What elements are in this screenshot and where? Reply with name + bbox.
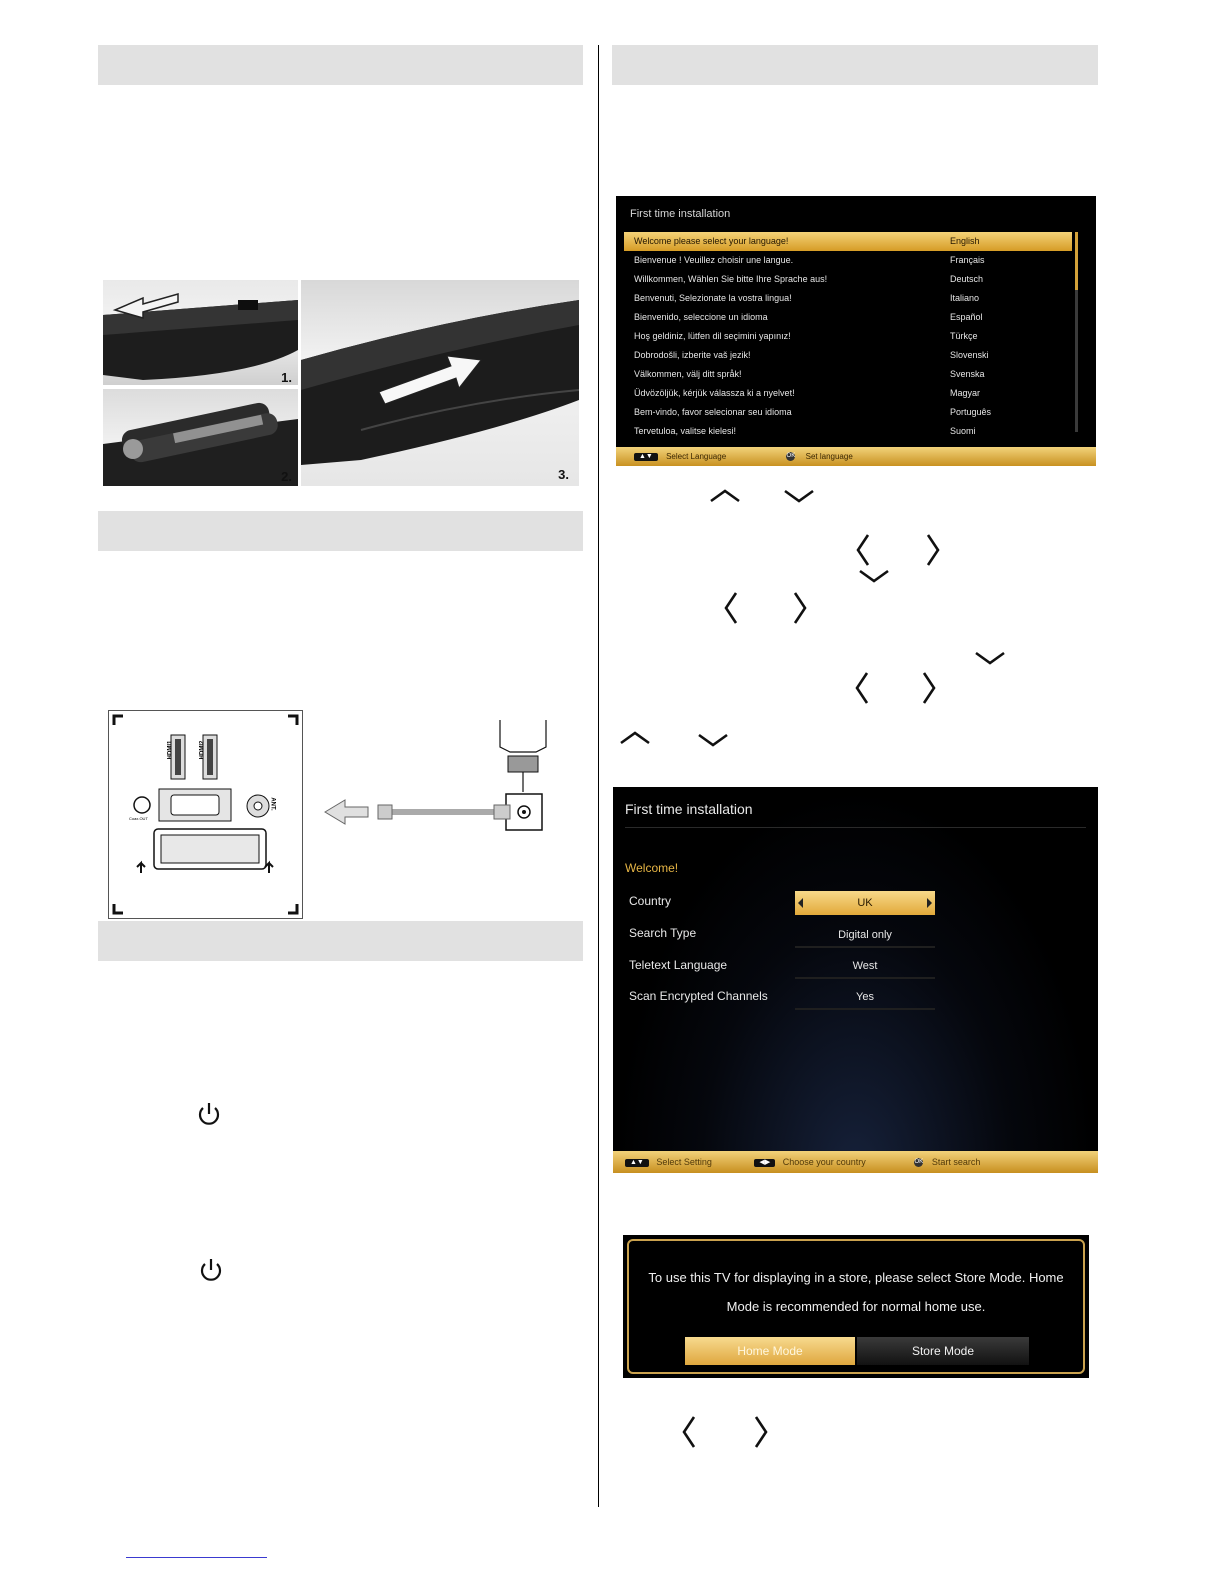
store-mode-button[interactable]: Store Mode: [857, 1337, 1029, 1365]
scan-encrypted-label: Scan Encrypted Channels: [629, 989, 768, 1003]
column-divider: [598, 45, 599, 1507]
section-header-aerial: [98, 511, 583, 551]
scrollbar-thumb[interactable]: [1075, 232, 1078, 290]
welcome-text: Welcome!: [625, 861, 679, 875]
right-arrow-icon: [752, 1414, 770, 1450]
language-footer-bar: [616, 447, 1096, 466]
down-arrow-icon: [857, 568, 891, 584]
step-number-3: 3.: [558, 467, 569, 482]
language-row[interactable]: Dobrodošli, izberite vaš jezik! Slovenski: [634, 350, 989, 360]
store-mode-dialog: [623, 1235, 1089, 1378]
footer-start-search: Start search: [931, 1157, 981, 1167]
remote-cover-open-illustration: [103, 280, 298, 385]
remote-photo-step-2: [103, 389, 298, 486]
country-label: Country: [629, 894, 672, 908]
store-mode-message: To use this TV for displaying in a store, please select Store Mode. Home Mode is recommended for normal home use.: [648, 1270, 1064, 1314]
section-header-batteries: [98, 45, 583, 85]
remote-cover-close-illustration: [301, 280, 579, 486]
search-type-label: Search Type: [629, 926, 697, 940]
up-arrow-icon: [708, 488, 742, 504]
down-arrow-icon: [973, 650, 1007, 666]
language-row[interactable]: Tervetuloa, valitse kielesi! Suomi: [634, 426, 976, 436]
language-row[interactable]: Benvenuti, Selezionate la vostra lingua! Italiano: [634, 293, 980, 303]
left-arrow-icon: [853, 670, 871, 706]
language-row[interactable]: Welcome please select your language! English: [624, 232, 1072, 251]
section-header-first-installation: [612, 45, 1098, 85]
up-down-key-icon: ▲▼: [625, 1159, 649, 1167]
country-selector[interactable]: [795, 891, 935, 915]
language-list: [624, 232, 1072, 441]
language-row[interactable]: Willkommen, Wählen Sie bitte Ihre Sprache aus! Deutsch: [634, 274, 984, 284]
hdmi1-label: HDMI1: [167, 740, 174, 760]
language-selection-screen: [616, 196, 1096, 466]
scan-encrypted-value[interactable]: Yes: [795, 986, 935, 1010]
language-screen-title: First time installation: [630, 208, 731, 220]
settings-footer-bar: [613, 1151, 1098, 1173]
language-row[interactable]: Bem-vindo, favor selecionar seu idioma Português: [634, 407, 992, 417]
country-value: UK: [857, 897, 873, 909]
standby-power-icon-2: [198, 1256, 224, 1284]
search-type-value[interactable]: Digital only: [795, 924, 935, 948]
ok-key-icon: OK: [914, 1159, 924, 1166]
arrow-left-icon[interactable]: [798, 898, 803, 908]
rear-panel-diagram: [108, 710, 303, 919]
remote-photo-step-3: [301, 280, 579, 486]
down-arrow-icon: [696, 732, 730, 748]
remote-photo-step-1: [103, 280, 298, 385]
left-arrow-icon: [854, 532, 872, 568]
up-down-key-icon: ▲▼: [634, 453, 658, 461]
arrow-right-icon[interactable]: [927, 898, 932, 908]
coax-out-label: Coax.OUT: [129, 816, 148, 821]
down-arrow-icon: [782, 488, 816, 504]
battery-insertion-illustration: [103, 389, 298, 486]
footer-link-underline[interactable]: [126, 1557, 267, 1558]
standby-power-icon: [196, 1100, 222, 1128]
aerial-connection-illustration: [320, 712, 560, 832]
language-scrollbar[interactable]: [1075, 232, 1078, 432]
ant-label: ANT.: [269, 797, 276, 811]
language-row[interactable]: Välkommen, välj ditt språk! Svenska: [634, 369, 985, 379]
language-row[interactable]: Üdvözöljük, kérjük válassza ki a nyelvet! Magyar: [634, 388, 981, 398]
rear-panel-drawing: [109, 711, 302, 918]
right-arrow-icon: [920, 670, 938, 706]
teletext-language-label: Teletext Language: [629, 958, 728, 972]
step-number-2: 2.: [281, 469, 292, 484]
footer-choose-country: Choose your country: [782, 1157, 866, 1167]
right-arrow-icon: [791, 590, 809, 626]
step-number-1: 1.: [281, 370, 292, 385]
section-header-power: [98, 921, 583, 961]
up-arrow-icon: [618, 730, 652, 746]
left-arrow-icon: [722, 590, 740, 626]
right-arrow-icon: [924, 532, 942, 568]
language-row[interactable]: Hoş geldiniz, lütfen dil seçimini yapınız! Türkçe: [634, 331, 978, 341]
footer-select-setting: Select Setting: [656, 1157, 712, 1167]
footer-select-language: Select Language: [666, 452, 727, 461]
home-mode-button[interactable]: Home Mode: [685, 1337, 855, 1365]
installation-settings-screen: [613, 787, 1098, 1173]
language-row[interactable]: Bienvenido, seleccione un idioma Español: [634, 312, 983, 322]
ok-key-icon: OK: [786, 453, 796, 460]
language-row[interactable]: Bienvenue ! Veuillez choisir une langue. Français: [634, 255, 985, 265]
left-right-key-icon: ◀▶: [754, 1159, 775, 1167]
teletext-language-value[interactable]: West: [795, 955, 935, 979]
settings-screen-title: First time installation: [625, 801, 753, 817]
footer-set-language: Set language: [805, 452, 853, 461]
hdmi2-label: HDMI2: [199, 740, 206, 760]
title-divider: [625, 827, 1086, 828]
left-arrow-icon: [680, 1414, 698, 1450]
